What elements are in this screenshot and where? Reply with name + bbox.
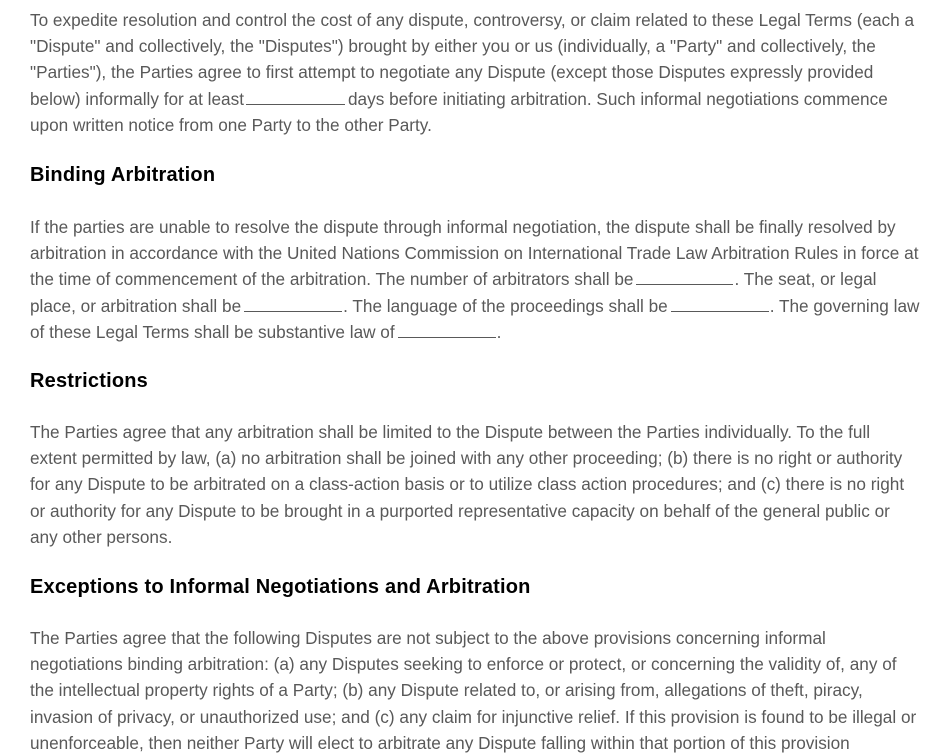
arbitration-language-blank [671,310,769,312]
restrictions-heading: Restrictions [30,370,148,392]
exceptions-heading: Exceptions to Informal Negotiations and Arbitration [30,576,531,598]
informal-negotiations-text-end: days before initiating arbitration. Such informal negotiations commence upon written notice from one Party to the other Party. [30,88,888,135]
governing-law-text: . The governing law of these Legal Terms shall be substantive law of [30,295,920,342]
binding-arbitration-heading: Binding Arbitration [30,164,216,186]
arbitration-seat-text: . The seat, or legal place, or arbitration shall be [30,269,877,316]
binding-arbitration-paragraph [30,214,920,345]
negotiation-days-blank [246,103,345,105]
arbitration-seat-blank [244,310,342,312]
binding-arbitration-text: If the parties are unable to resolve the dispute through informal negotiation, the dispute shall be finally resolved by arbitration in accordance with the United Nations Commission on International Trade Law Arbitration Rules in force at the time of commencement of the arbitration. The number of arbitrators shall be [30,217,919,290]
arbitration-language-text: . The language of the proceedings shall be [343,295,668,316]
restrictions-paragraph: The Parties agree that any arbitration shall be limited to the Dispute between the Parties individually. To the full extent permitted by law, (a) no arbitration shall be joined with any other proceeding; (b) there is no right or authority for any Dispute to be arbitrated on a class-action basis or to utilize class action procedures; and (c) there is no right or authority for any Dispute to be brought in a purported representative capacity on behalf of the general public or any other persons. [30,422,905,547]
informal-negotiations-paragraph [30,7,920,138]
governing-law-blank [398,336,496,338]
exceptions-paragraph: The Parties agree that the following Disputes are not subject to the above provisions concerning informal negotiations binding arbitration: (a) any Disputes seeking to enforce or protect, or concerning the validity of, any of the intellectual property rights of a Party; (b) any Dispute related to, or arising from, allegations of theft, piracy, invasion of privacy, or unauthorized use; and (c) any claim for injunctive relief. If this provision is found to be illegal or unenforceable, then neither Party will elect to arbitrate any Dispute falling within that portion of this provision [30,628,917,753]
governing-law-period: . [496,321,502,342]
arbitrators-number-blank [636,283,733,285]
informal-negotiations-text: To expedite resolution and control the cost of any dispute, controversy, or claim related to these Legal Terms (each a "Dispute" and collectively, the "Disputes") brought by either you or us (individually, a "Party" and collectively, the "Parties"), the Parties agree to first attempt to negotiate any Dispute (except those Disputes expressly provided below) informally for at least [30,10,915,109]
